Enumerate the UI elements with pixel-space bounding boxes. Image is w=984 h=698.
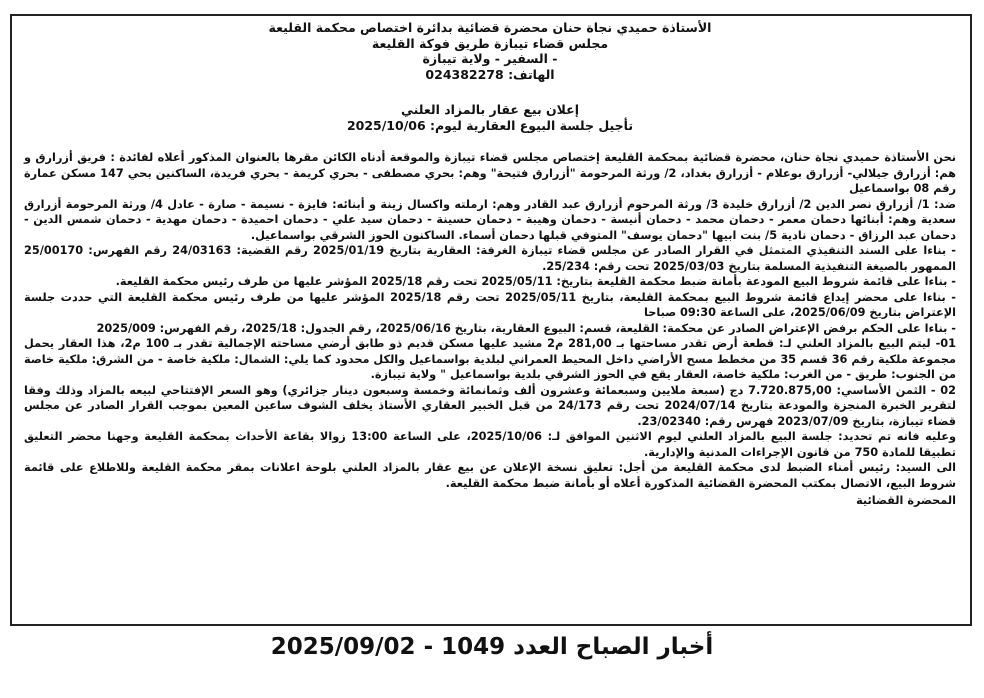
paragraph-deposit-report: - بناءا على محضر إيداع قائمة شروط البيع بمحكمة القليعة، بتاريخ 2025/05/11 تحت رقم 2025/18 المؤشر عليها من طرف رئيس محكمة القليعة التي حددت جلسة الإعتراض بتاريخ 2025/06/09، على الساعة 09:30 صباحا (24, 290, 956, 320)
postponement-title: تأجيل جلسة البيوع العقارية ليوم: 2025/10/06 (346, 118, 634, 134)
phone-label: الهاتف: (508, 66, 555, 82)
paragraph-objection-ruling: - بناءا على الحكم برفض الإعتراض الصادر عن محكمة: القليعة، قسم: البيوع العقارية، بتاريخ 2025/06/16، رقم الجدول: 2025/18، رقم الفهرس: 2025/009 (96, 321, 956, 335)
paragraph-enforcement-title: - بناءا على السند التنفيذي المتمثل في القرار الصادر عن مجلس قضاء تيبازة الغرفة: العقارية بتاريخ 2025/01/19 رقم القضية: 24/03163 رقم الفهرس: 25/00170 الممهور بالصيغة التنفيذية المسلمة بتاريخ 2025/03/03 تحت رقم: 25/234. (24, 244, 956, 273)
paragraph-base-price: 02 - الثمن الأساسي: 7.720.875,00 دج (سبعة ملايين وسبعمائة وعشرون ألف وثمانمائة وخمسة وسبعون دينار جزائري) وهو السعر الإفتتاحي لبيعه بالمزاد وذلك وفقا لتقرير الخبرة المنجزة والمودعة بتاريخ 2024/07/14 تحت رقم 24/173 من قبل الخبير العقاري الأستاذ يخلف الشوف ساعين المعين بموجب القرار الصادر عن مجلس قضاء تيبازة، بتاريخ 2023/07/09 فهرس رقم: 23/02340. (24, 383, 956, 428)
paragraph-defendants: ضد: 1/ أزرارق نصر الدين 2/ أزرارق خليدة 3/ ورثة المرحوم أزرارق عبد القادر وهم: ارملته واكسال زينة و أبنائه: فايزة - نسيمة - صارة - عادل 4/ ورثة المرحومة أزرارق سعدية وهم: أبنائها دحمان معمر - دحمان محمد - دحمان أنيسة - دحمان وهيبة - دحمان حسينة - دحمان سيد علي - دحمان احميدة - دحمان مهدية - دحمان شمس الدين - دحمان عبد الرزاق - دحمان نادية 5/ بنت ابيها "دحمان يوسف" المتوفي قبلها دحمان أسماء. الساكنون الحوز الشرقي بواسماعيل. (24, 197, 956, 242)
legal-notice-box (10, 14, 972, 626)
phone-number: 024382278 (425, 66, 504, 82)
signature: المحضرة القضائية (856, 494, 956, 508)
newspaper-footer: أخبار الصباح العدد 1049 - 2025/09/02 (270, 634, 714, 660)
notice-header (24, 20, 956, 82)
office-name: الأستاذة حميدي نجاة حنان محضرة قضائية بدائرة اختصاص محكمة القليعة (268, 20, 712, 35)
office-phone-line (24, 67, 956, 83)
announcement-title: إعلان بيع عقار بالمزاد العلني (401, 102, 579, 118)
paragraph-parties: نحن الأستاذة حميدي نجاة حنان، محضرة قضائية بمحكمة القليعة إختصاص مجلس قضاء تيبازة والموقعة أدناه الكائن مقرها بالعنوان المذكور أعلاه لفائدة : فريق أزرارق و هم: أزرارق جيلالي- أزرارق بوعلام - أزرارق بغداد، 2/ ورثة المرحومة "أزرارق فتيحة" وهم: بحري مصطفى - بحري كريمة - بحري فريدة، الساكنين بحي 147 مسكن عمارة رقم 08 بواسماعيل (24, 151, 957, 196)
notice-titles (24, 102, 956, 134)
paragraph-property: 01- ليتم البيع بالمزاد العلني لـ: قطعة أرض تقدر مساحتها بـ 281,00 م2 مشيد عليها مسكن قديم ذو طابق أرضي مساحته الإجمالية تقدر بـ 100 م2، هذا العقار يحمل مجموعة ملكية رقم 36 قسم 35 من مخطط مسح الأراضي داخل المحيط العمراني لبلدية بواسماعيل والكل محدود كما يلي: الشمال: ملكية خاصة - من الشرق: ملكية خاصة من الجنوب: طريق - من الغرب: ملكية خاصة، العقار يقع في الحوز الشرقي بلدية بواسماعيل " ولاية تيبازة. (24, 337, 956, 382)
paragraph-session: وعليه فانه تم تحديد: جلسة البيع بالمزاد العلني ليوم الاثنين الموافق لـ: 2025/10/06، على الساعة 13:00 زوالا بقاعة الأحداث بمحكمة القليعة وجهنا محضر التعليق تطبيقا للمادة 750 من قانون الإجراءات المدنية والإدارية. (24, 430, 956, 459)
office-city: - السفير - ولاية تيبازة (422, 51, 558, 67)
notice-body (24, 150, 956, 509)
paragraph-posting: الى السيد: رئيس أمناء الضبط لدى محكمة القليعة من أجل: تعليق نسخة الإعلان عن بيع عقار بالمزاد العلني بلوحة اعلانات بمقر محكمة القليعة وللاطلاع على قائمة شروط البيع، الاتصال بمكتب المحضرة القضائية المذكورة أعلاه أو بأمانة ضبط محكمة القليعة. (24, 461, 956, 490)
paragraph-sale-conditions: - بناءا على قائمة شروط البيع المودعة بأمانة ضبط محكمة القليعة بتاريخ: 2025/05/11 تحت رقم 2025/18 المؤشر عليها من طرف رئيس محكمة القليعة. (115, 275, 956, 289)
office-address: مجلس قضاء تيبازة طريق فوكة القليعة (371, 35, 609, 51)
